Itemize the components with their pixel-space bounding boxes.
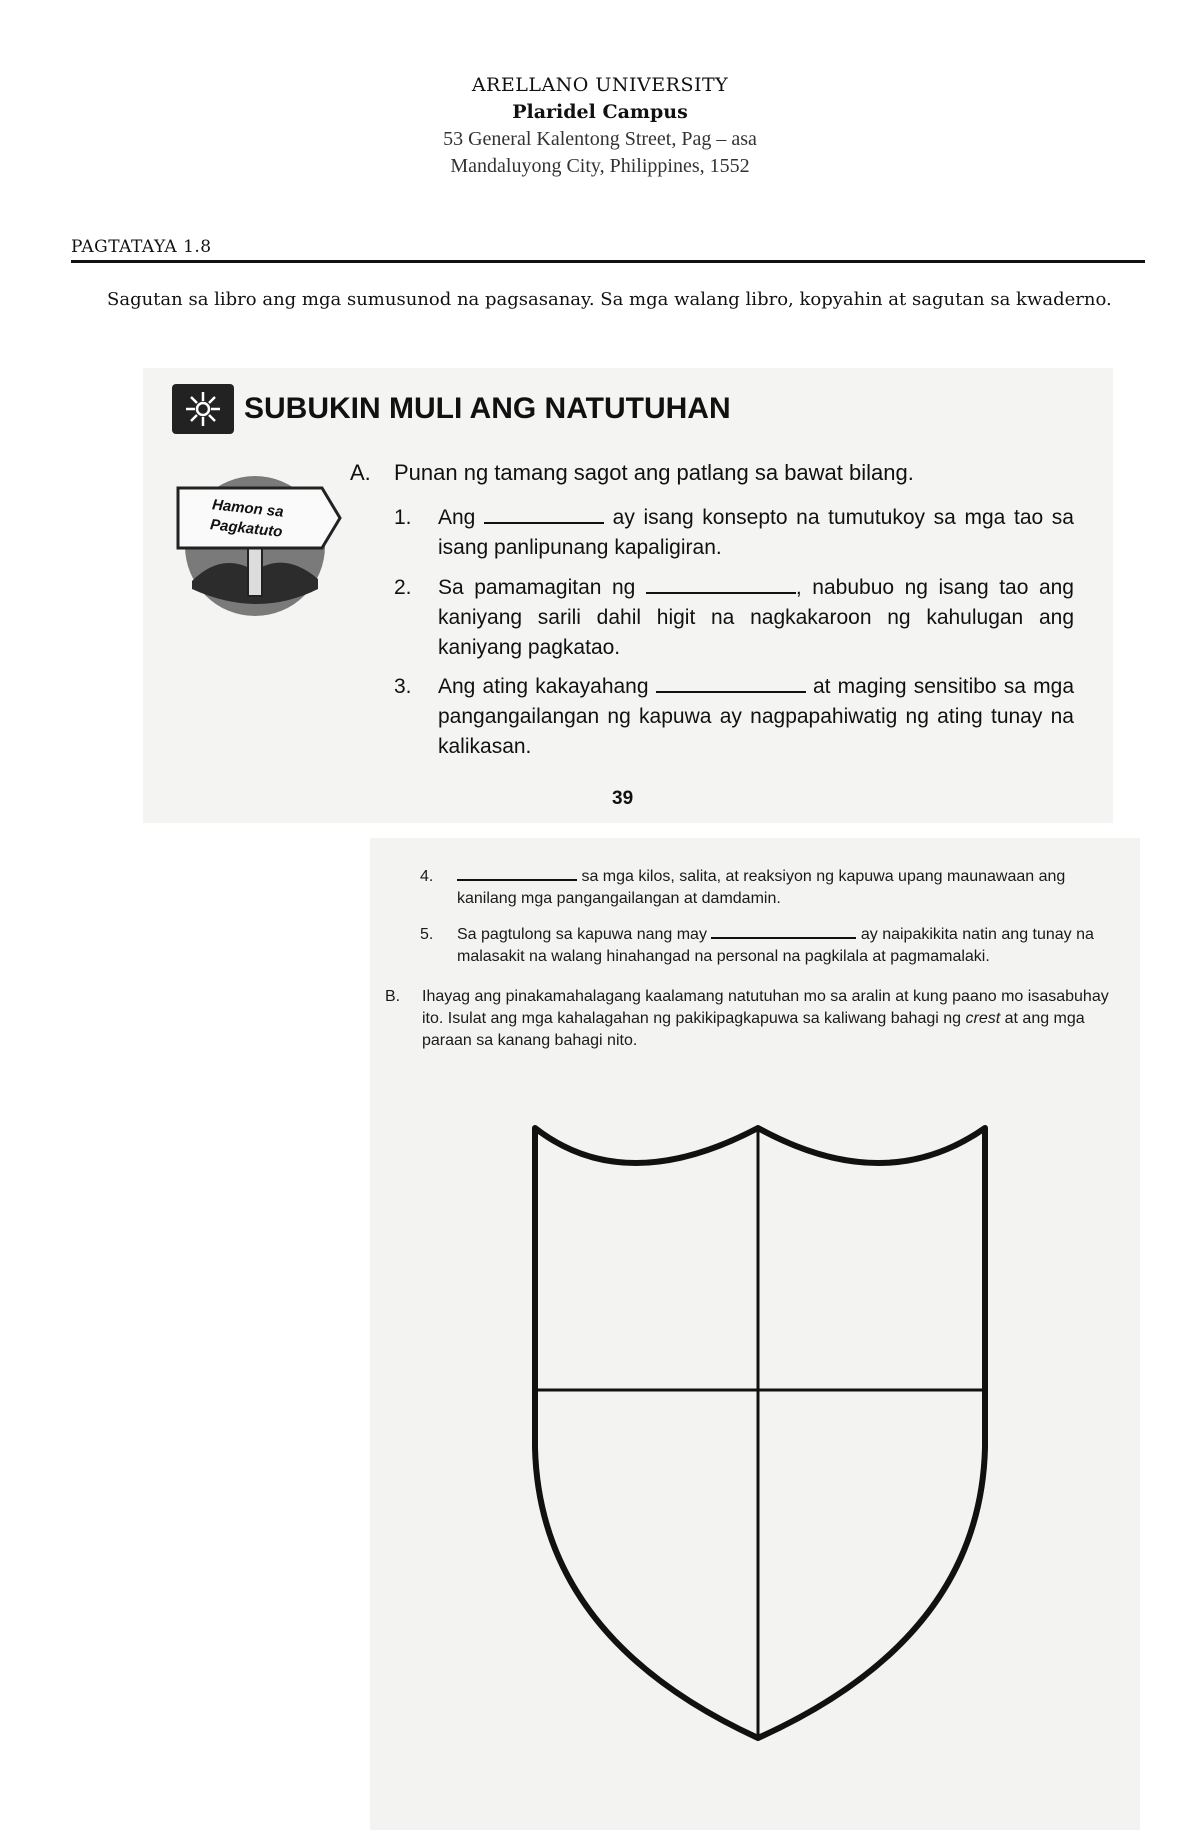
book-section-header (172, 384, 731, 434)
question-number: 3. (394, 675, 412, 698)
question-2 (394, 573, 1074, 663)
city-line: Mandaluyong City, Philippines, 1552 (450, 155, 750, 177)
university-name: ARELLANO UNIVERSITY (471, 74, 729, 96)
question-5 (420, 924, 1125, 968)
question-text-before: Ang ating kakayahang (438, 675, 649, 698)
answer-blank-1[interactable] (484, 522, 604, 524)
part-b-text-before: Ihayag ang pinakamahalagang kaalamang natutuhan mo sa aralin at kung paano mo isasabuhay ito. Isulat ang mga kahalagahan ng pakikipagkapuwa sa kaliwang bahagi ng (422, 988, 1109, 1027)
question-number: 1. (394, 506, 412, 529)
question-text-after: sa mga kilos, salita, at reaksiyon ng kapuwa upang maunawaan ang kanilang mga pangangailangan at damdamin. (457, 868, 1066, 907)
question-number: 4. (420, 868, 434, 885)
document-header (0, 72, 1200, 180)
book-section-title: SUBUKIN MULI ANG NATUTUHAN (244, 392, 731, 425)
instructions: Sagutan sa libro ang mga sumusunod na pagsasanay. Sa mga walang libro, kopyahin at sagutan sa kwaderno. (107, 289, 1112, 310)
part-a-text: Punan ng tamang sagot ang patlang sa bawat bilang. (394, 460, 914, 485)
answer-blank-3[interactable] (656, 691, 806, 693)
crest-shield[interactable] (525, 1118, 1000, 1748)
question-number: 2. (394, 576, 412, 599)
answer-blank-5[interactable] (711, 937, 856, 939)
answer-blank-2[interactable] (646, 592, 796, 594)
question-text-before: Sa pamamagitan ng (438, 576, 636, 599)
section-title: PAGTATAYA 1.8 (71, 237, 212, 257)
question-number: 5. (420, 926, 434, 943)
question-1 (394, 503, 1074, 563)
question-text-after: at maging sensitibo sa mga pangangailangan ng kapuwa ay nagpapahiwatig ng ating tunay na kalikasan. (438, 675, 1075, 758)
address-line: 53 General Kalentong Street, Pag – asa (443, 128, 757, 150)
question-text-after: ay naipakikita natin ang tunay na malasakit na walang hinahangad na personal na pagkilala at pagmamalaki. (457, 926, 1094, 965)
answer-blank-4[interactable] (457, 879, 577, 881)
badge-text-line2: Pagkatuto (209, 516, 284, 541)
book-page-number: 39 (612, 788, 634, 809)
part-b (385, 986, 1125, 1052)
part-b-text-after: at ang mga paraan sa kanang bahagi nito. (422, 1010, 1085, 1049)
question-text-before: Ang (438, 506, 476, 529)
part-b-letter: B. (385, 988, 401, 1005)
badge-text-line1: Hamon sa (211, 496, 285, 521)
campus-name: Plaridel Campus (512, 101, 688, 123)
part-a-letter: A. (350, 460, 371, 485)
section-divider (71, 260, 1145, 263)
part-a-instruction (350, 460, 914, 486)
sunburst-icon (172, 384, 234, 434)
question-text-after: ay isang konsepto na tumutukoy sa mga tao sa isang panlipunang kapaligiran. (438, 506, 1074, 559)
shield-outline (535, 1128, 985, 1738)
question-3 (394, 672, 1074, 762)
hamon-sa-pagkatuto-badge (172, 466, 352, 626)
question-text-before: Sa pagtulong sa kapuwa nang may (457, 926, 707, 943)
part-b-crest-word: crest (965, 1010, 1001, 1027)
question-text-after: , nabubuo ng isang tao ang kaniyang sarili dahil higit na nagkakaroon ng kahulugan ang kaniyang pagkatao. (438, 576, 1074, 659)
question-4 (420, 866, 1125, 910)
